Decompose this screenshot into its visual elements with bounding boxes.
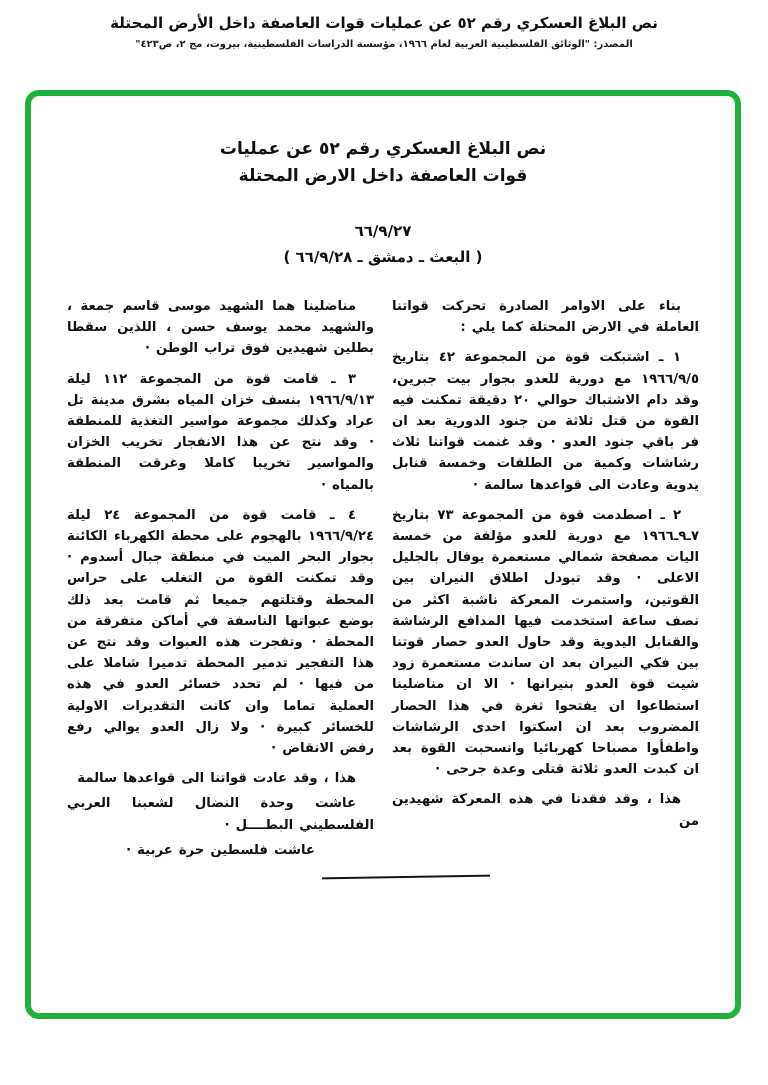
communique-date: ٦٦/٩/٢٧ bbox=[354, 222, 412, 240]
paragraph-closing-slogan: عاشت فلسطين حرة عربية · bbox=[126, 842, 315, 858]
source-citation: المصدر: "الوثائق الفلسطينية العربية لعام ١٩٦٦، مؤسسة الدراسات الفلسطينية، بيروت، مج ٢، ص٤٢٣" bbox=[135, 39, 633, 50]
paragraph: ٣ ـ قامت قوة من المجموعة ١١٢ ليلة ١٩٦٦/٩/١٣ بنسف خزان المياه بشرق مدينة تل عراد وكذلك مجموعة مواسير التغذية للمنطقة · وقد نتج عن هذا الانفجار تخريب الخزان والمواسير تخريبا كاملا وغرقت المنطقة بالمياه · bbox=[67, 371, 374, 493]
green-document-frame bbox=[25, 90, 741, 1019]
paragraph: ٤ ـ قامت قوة من المجموعة ٢٤ ليلة ١٩٦٦/٩/٢٤ بالهجوم على محطة الكهرباء الكائنة بجوار البحر الميت في منطقة جبال أسدوم · وقد تمكنت القوة من التغلب على حراس المحطة وقتلتهم جميعا ثم قامت بعد ذلك بوضع عبواتها الناسفة في أماكن متفرقة من المحطة · وتفجرت هذه العبوات وقد نتج عن هذا التفجير تدمير المحطة تدميرا شاملا على من فيها · لم تحدد خسائر العدو في هذه العملية تماما وان كانت التقديرات الاولية للخسائر كبيرة · ولا زال العدو يوالي رفع رفض الانقاض · bbox=[67, 507, 374, 757]
publication-dateline: ( البعث ـ دمشق ـ ٦٦/٩/٢٨ ) bbox=[283, 248, 483, 266]
paragraph: ١ ـ اشتبكت قوة من المجموعة ٤٢ بتاريخ ١٩٦٦/٩/٥ مع دورية للعدو بجوار بيت جبرين، وقد دام الاشتباك حوالي ٢٠ دقيقة تمكنت فيه القوة من قتل ثلاثة من جنود الدورية بعد ان فر باقي جنود العدو · وقد غنمت قواتنا ثلاث رشاشات وكمية من الطلقات وخمسة قنابل يدوية وعادت الى قواعدها سالمة · bbox=[392, 350, 700, 493]
document-title-line2: قوات العاصفة داخل الارض المحتلة bbox=[238, 166, 528, 186]
paragraph: عاشت وحدة النضال لشعبنا العربي الفلسطيني البطــــل · bbox=[67, 796, 374, 833]
paragraph: مناضلينا هما الشهيد موسى قاسم جمعة ، والشهيد محمد يوسف حسن ، اللذين سقطا بطلين شهيدين فوق تراب الوطن · bbox=[67, 299, 374, 357]
page-header-title: نص البلاغ العسكري رقم ٥٢ عن عمليات قوات العاصفة داخل الأرض المحتلة bbox=[110, 14, 658, 32]
column-left bbox=[67, 296, 374, 870]
paragraph: ٢ ـ اصطدمت قوة من المجموعة ٧٣ بتاريخ ٧ـ٩ـ١٩٦٦ مع دورية للعدو مؤلفة من خمسة اليات مصفحة شمالي مستعمرة يوفال بالجليل الاعلى · وقد تبودل اطلاق النيران بين القوتين، واستمرت المعركة ناشبة اكثر من نصف ساعة استخدمت فيها المدافع الرشاشة والقنابل اليدوية وقد حاول العدو حصار قوتنا بين فكي النيران بعد ان ساندت مستعمرة زود شيت قوة العدو بنيرانها · الا ان مناضلينا استطاعوا ان يفتحوا ثغرة في هذا الحصار المضروب بعد ان اسكتوا احدى الرشاشات واطفأوا مصباحا كهربائيا وانسحبت القوة بعد ان كبدت العدو ثلاثة قتلى وعدة جرحى · bbox=[392, 507, 699, 778]
document-title-line1: نص البلاغ العسكري رقم ٥٢ عن عمليات bbox=[219, 139, 547, 159]
column-right bbox=[392, 296, 699, 870]
paragraph: بناء على الاوامر الصادرة تحركت قواتنا العاملة في الارض المحتلة كما يلي : bbox=[392, 299, 699, 336]
paragraph: هذا ، وقد فقدنا في هذه المعركة شهيدين من bbox=[392, 792, 699, 829]
date-block bbox=[67, 218, 699, 270]
paragraph: هذا ، وقد عادت قواتنا الى قواعدها سالمة bbox=[77, 771, 356, 787]
document-title bbox=[67, 136, 699, 190]
text-columns bbox=[67, 296, 699, 870]
page-header bbox=[0, 14, 768, 50]
